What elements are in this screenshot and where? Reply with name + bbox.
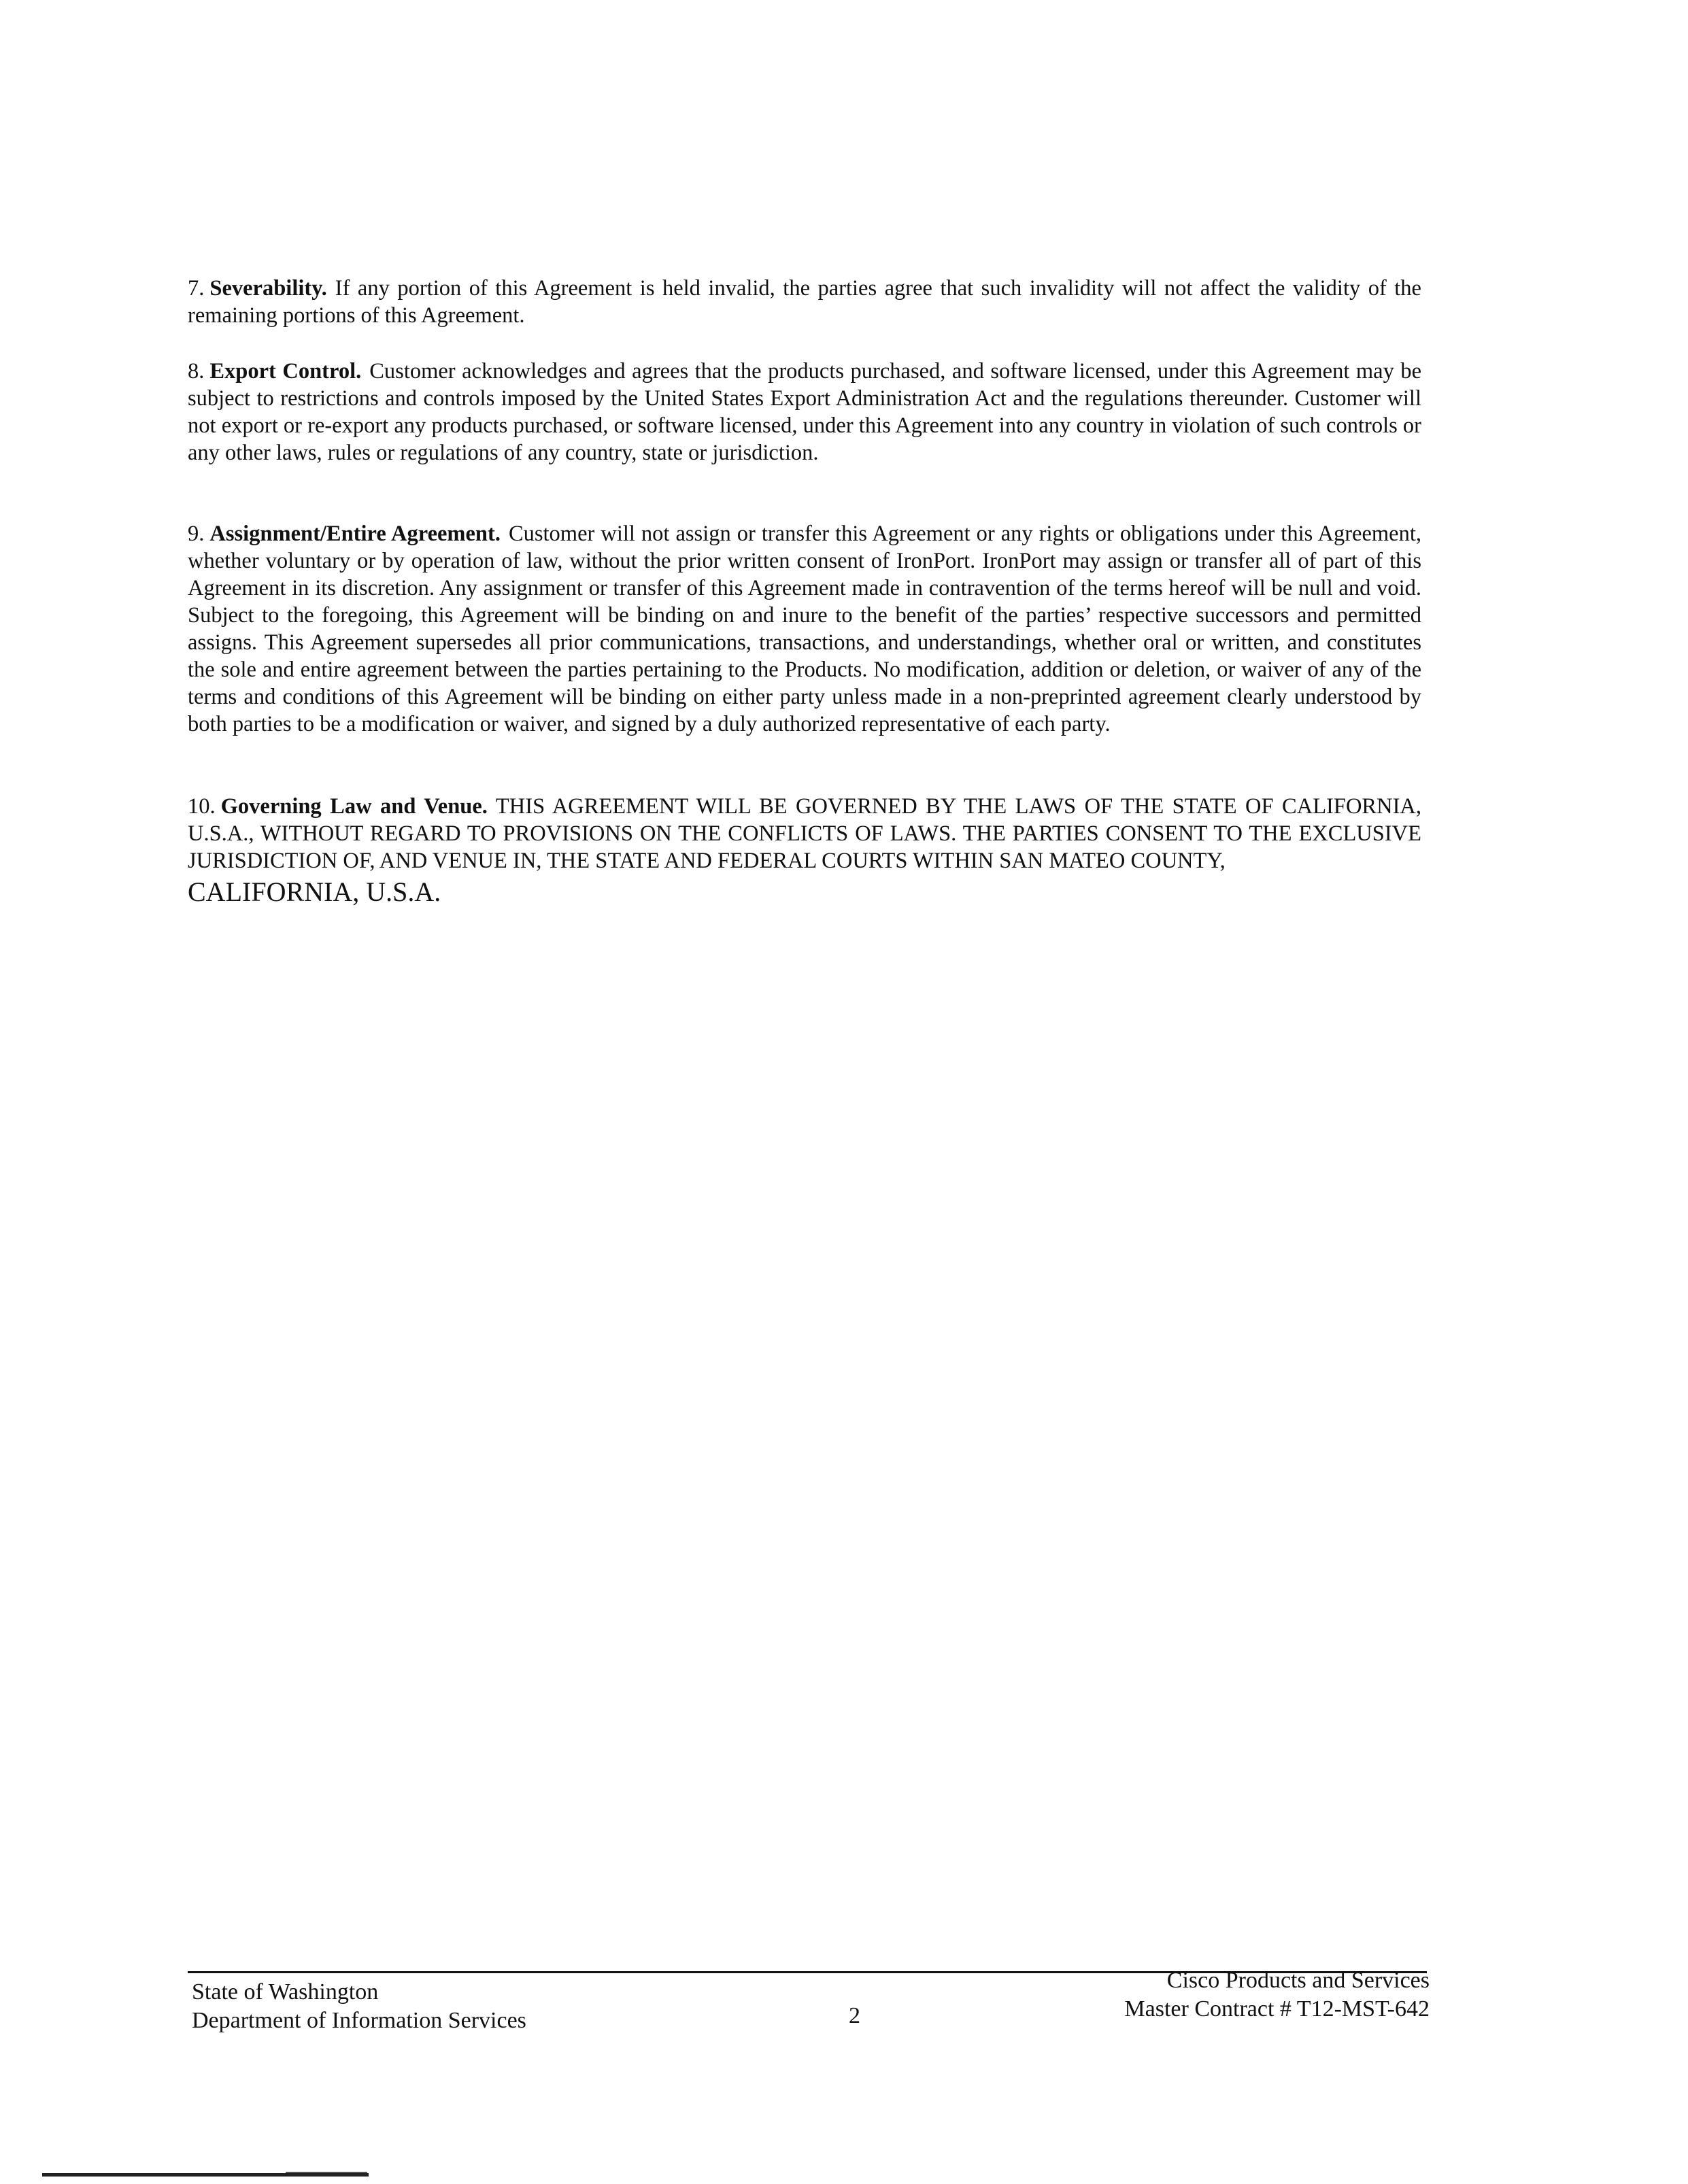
footer-contract-title: Cisco Products and Services — [1166, 1968, 1430, 1993]
section-title: Assignment/Entire Agreement. — [209, 522, 501, 546]
section-title: Severability. — [209, 276, 327, 301]
scan-edge-mark — [42, 2173, 369, 2177]
section-number: 8. — [188, 359, 205, 383]
section-export-control — [188, 358, 1421, 466]
section-title: Governing Law and Venue. — [220, 794, 488, 819]
footer-department: Department of Information Services — [192, 2008, 526, 2033]
page-number: 2 — [849, 2003, 860, 2028]
section-paragraph — [188, 275, 1421, 329]
footer-state: State of Washington — [192, 1979, 379, 2004]
footer-contract-number: Master Contract # T12-MST-642 — [1124, 1996, 1430, 2021]
footer-right — [1124, 1966, 1430, 2024]
section-governing-law — [188, 793, 1421, 908]
section-paragraph — [188, 358, 1421, 466]
section-body: Customer will not assign or transfer this Agreement or any rights or obligations under this Agreement, whether voluntary or by operation of law, without the prior written consent of IronPort. IronPort may assign or transfer all of part of this Agreement in its discretion. Any assignment or transfer of this Agreement made in contravention of the terms hereof will be null and void. Subject to the foregoing, this Agreement will be binding on and inure to the benefit of the parties’ respective successors and permitted assigns. This Agreement supersedes all prior communications, transactions, and understandings, whether oral or written, and constitutes the sole and entire agreement between the parties pertaining to the Products. No modification, addition or deletion, or waiver of any of the terms and conditions of this Agreement will be binding on either party unless made in a non-preprinted agreement clearly understood by both parties to be a modification or waiver, and signed by a duly authorized representative of each party. — [188, 522, 1421, 736]
section-number: 10. — [188, 794, 216, 819]
section-number: 9. — [188, 522, 205, 546]
section-paragraph — [188, 793, 1421, 874]
section-body-tail: CALIFORNIA, U.S.A. — [188, 876, 441, 907]
section-severability — [188, 275, 1421, 329]
section-number: 7. — [188, 276, 205, 301]
section-body: Customer acknowledges and agrees that the products purchased, and software licensed, under this Agreement may be subject to restrictions and controls imposed by the United States Export Administration Act and the regulations thereunder. Customer will not export or re-export any products purchased, or software licensed, under this Agreement into any country in violation of such controls or any other laws, rules or regulations of any country, state or jurisdiction. — [188, 359, 1421, 465]
section-title: Export Control. — [209, 359, 362, 383]
scan-edge-mark-thin — [286, 2172, 367, 2173]
section-assignment — [188, 520, 1421, 738]
section-body: If any portion of this Agreement is held invalid, the parties agree that such invalidity will not affect the validity of the remaining portions of this Agreement. — [188, 276, 1421, 328]
section-paragraph — [188, 520, 1421, 738]
footer-left — [192, 1978, 526, 2035]
section-body: THIS AGREEMENT WILL BE GOVERNED BY THE LAWS OF THE STATE OF CALIFORNIA, U.S.A., WITHOUT REGARD TO PROVISIONS ON THE CONFLICTS OF LAWS. THE PARTIES CONSENT TO THE EXCLUSIVE JURISDICTION OF, AND VENUE IN, THE STATE AND FEDERAL COURTS WITHIN SAN MATEO COUNTY, — [188, 794, 1421, 873]
